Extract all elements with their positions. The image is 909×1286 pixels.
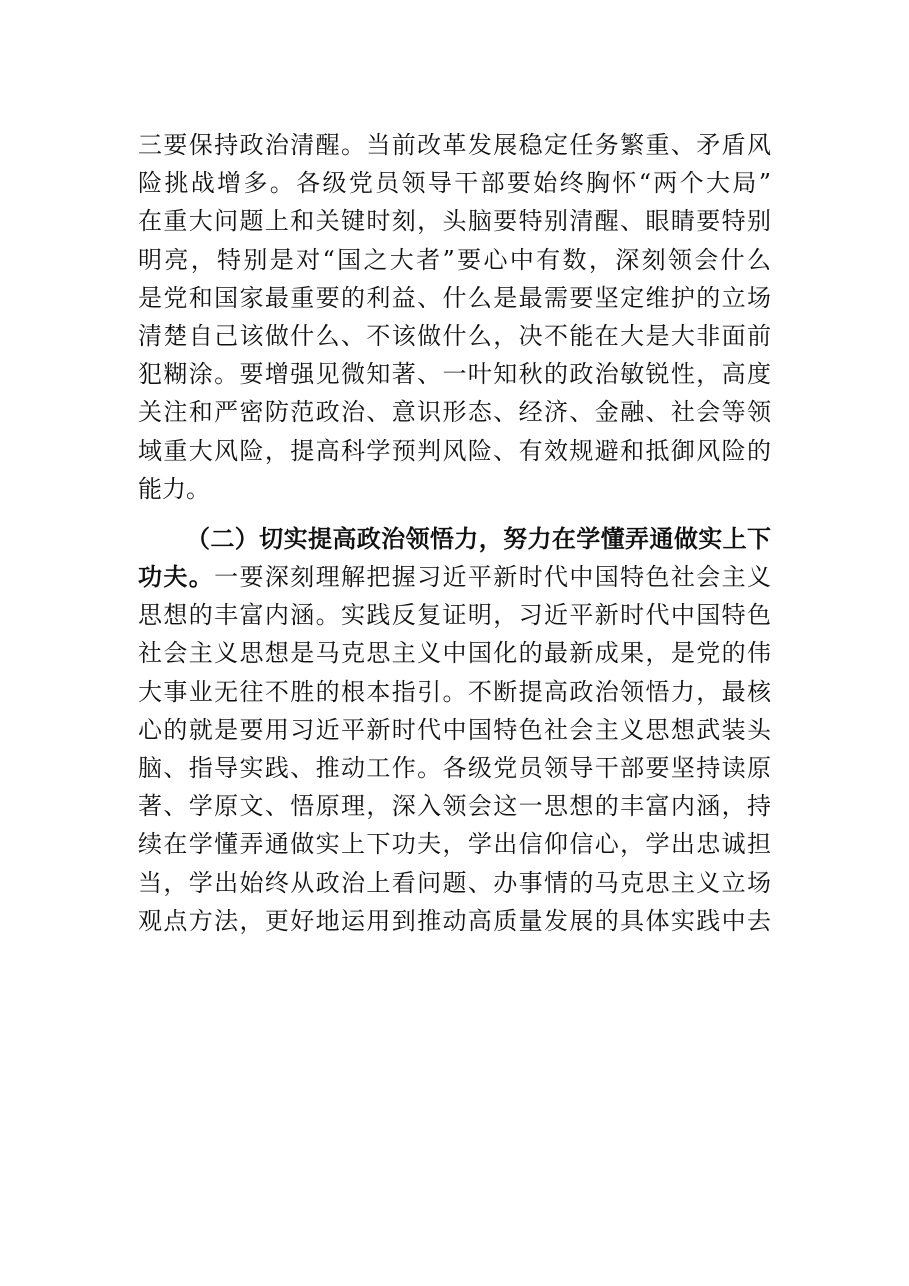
text-line: 能力。 — [138, 474, 210, 503]
heading-tail: 功夫。 — [138, 562, 215, 592]
text-line: 续在学懂弄通做实上下功夫，学出信仰信心，学出忠诚担 — [138, 830, 771, 859]
document-body — [138, 126, 771, 940]
text-line: 观点方法，更好地运用到推动高质量发展的具体实践中去 — [138, 906, 771, 935]
text-line: 脑、指导实践、推动工作。各级党员领导干部要坚持读原 — [138, 754, 771, 782]
section-two — [138, 520, 771, 940]
text-line: 险挑战增多。各级党员领导干部要始终胸怀“两个大局” — [138, 169, 771, 198]
text-line: 著、学原文、悟原理，深入领会这一思想的丰富内涵，持 — [138, 792, 771, 821]
text-line: 关注和严密防范政治、意识形态、经济、金融、社会等领 — [138, 398, 771, 427]
text-line: 清楚自己该做什么、不该做什么，决不能在大是大非面前 — [138, 321, 771, 350]
paragraph-gap — [138, 508, 771, 520]
text-line: 心的就是要用习近平新时代中国特色社会主义思想武装头 — [138, 715, 771, 744]
text-line: 思想的丰富内涵。实践反复证明，习近平新时代中国特色 — [138, 601, 771, 630]
heading-line-text: 一要深刻理解把握习近平新时代中国特色社会主义 — [214, 563, 771, 592]
text-line: 大事业无往不胜的根本指引。不断提高政治领悟力，最核 — [138, 677, 771, 706]
text-line: 域重大风险，提高科学预判风险、有效规避和抵御风险的 — [138, 436, 771, 465]
text-line: 犯糊涂。要增强见微知著、一叶知秋的政治敏锐性，高度 — [138, 360, 771, 389]
section-heading: （二）切实提高政治领悟力，努力在学懂弄通做实上下 — [186, 523, 771, 553]
text-line: 社会主义思想是马克思主义中国化的最新成果，是党的伟 — [138, 639, 771, 668]
paragraph-political-sobriety — [138, 126, 771, 508]
text-line: 在重大问题上和关键时刻，头脑要特别清醒、眼睛要特别 — [138, 207, 771, 236]
text-line: 三要保持政治清醒。当前改革发展稳定任务繁重、矛盾风 — [138, 131, 771, 159]
heading-continuation-line — [138, 558, 771, 596]
text-line: 当，学出始终从政治上看问题、办事情的马克思主义立场 — [138, 868, 771, 897]
text-line: 明亮，特别是对“国之大者”要心中有数，深刻领会什么 — [138, 245, 771, 274]
text-line: 是党和国家最重要的利益、什么是最需要坚定维护的立场 — [138, 283, 771, 312]
